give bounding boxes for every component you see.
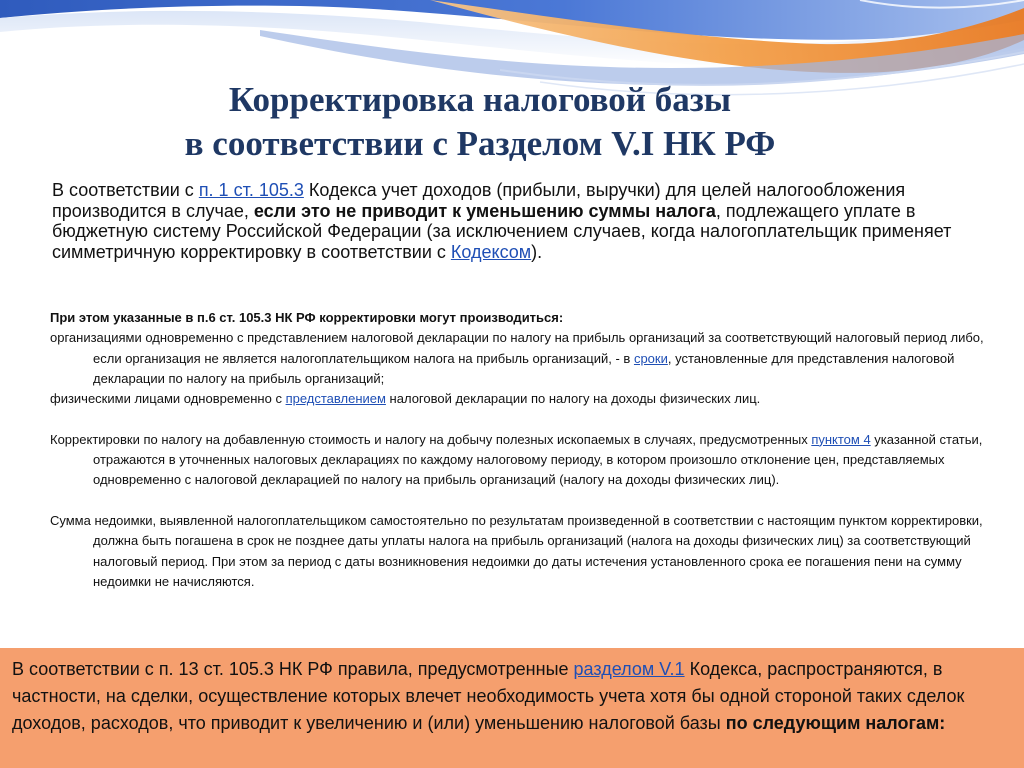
details-heading: При этом указанные в п.6 ст. 105.3 НК РФ корректировки могут производиться:	[50, 310, 564, 325]
list-item-individuals: физическими лицами одновременно с представлением налоговой декларации по налогу на доходы физических лиц.	[50, 391, 761, 407]
highlight-box-text: В соответствии с п. 13 ст. 105.3 НК РФ правила, предусмотренные разделом V.1 Кодекса, распространяются, в частности, на сделки, осуществление которых влечет необходимость учета хотя бы одной стороной таких сделок доходов, расходов, что приводит к увеличению и (или) уменьшению налоговой базы по следующим налогам:	[12, 659, 965, 733]
page-title	[100, 78, 860, 166]
paragraph-vat-corrections: Корректировки по налогу на добавленную стоимость и налогу на добычу полезных ископаемых в случаях, предусмотренных пунктом 4 указанной статьи, отражаются в уточненных налоговых декларациях по каждому налоговому периоду, в котором произошло отклонение цен, представляемых одновременно с налоговой декларацией по налогу на прибыль организаций (налогу на доходы физических лиц).	[50, 431, 983, 488]
intro-text-2: Кодекса учет доходов (прибыли, выручки) для целей налогообложения производится в случае,	[52, 180, 906, 221]
intro-bold-condition: если это не приводит к уменьшению суммы налога	[253, 200, 716, 221]
link-sroki[interactable]: сроки	[633, 350, 668, 366]
title-line-1: Корректировка налоговой базы	[228, 80, 732, 119]
spacer	[50, 409, 1000, 429]
title-line-2: в соответствии с Разделом V.I НК РФ	[184, 124, 776, 163]
spacer	[50, 491, 1000, 511]
link-razdelom-v1[interactable]: разделом V.1	[573, 659, 685, 679]
intro-text-3: , подлежащего уплате в бюджетную систему Российской Федерации (за исключением случаев, когда налогоплательщик применяет симметричную корректировку в соответствии с	[52, 200, 952, 262]
intro-text-1: В соответствии с	[52, 180, 199, 200]
link-punktom-4[interactable]: пунктом 4	[811, 431, 871, 447]
link-kodeks[interactable]: Кодексом	[450, 241, 532, 262]
highlight-bold-taxes: по следующим налогам:	[725, 713, 946, 733]
intro-text-4: ).	[531, 241, 543, 262]
list-item-organizations: организациями одновременно с представлением налоговой декларации по налогу на прибыль организаций за соответствующий налоговый период либо, если организация не является налогоплательщиком налога на прибыль организаций, - в сроки, установленные для представления налоговой декларации по налогу на прибыль организаций;	[50, 330, 984, 386]
details-section	[50, 308, 1000, 592]
link-predstavleniem[interactable]: представлением	[285, 391, 386, 407]
paragraph-arrears: Сумма недоимки, выявленной налогоплательщиком самостоятельно по результатам произведенной в соответствии с настоящим пунктом корректировки, должна быть погашена в срок не позднее даты уплаты налога на прибыль организаций (налога на доходы физических лиц) за соответствующий налоговый период. При этом за период с даты возникновения недоимки до даты истечения установленного срока ее погашения пени на сумму недоимки не начисляются.	[50, 512, 983, 589]
intro-paragraph	[52, 180, 992, 262]
link-p1-st105-3[interactable]: п. 1 ст. 105.3	[198, 180, 304, 200]
